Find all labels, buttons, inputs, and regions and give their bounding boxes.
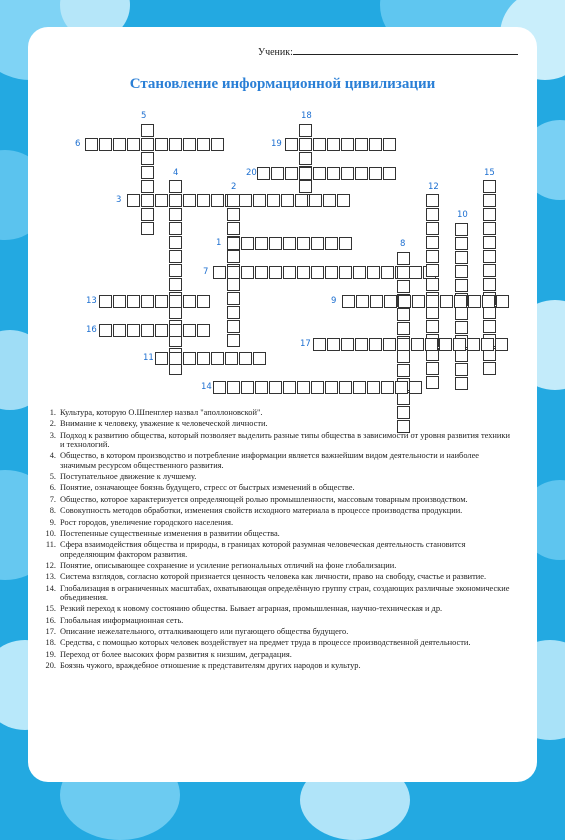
crossword-cell[interactable] bbox=[241, 381, 254, 394]
crossword-cell[interactable] bbox=[299, 180, 312, 193]
crossword-cell[interactable] bbox=[255, 266, 268, 279]
crossword-cell[interactable] bbox=[325, 237, 338, 250]
crossword-cell[interactable] bbox=[426, 295, 439, 308]
clue-text: Глобальная информационная сеть. bbox=[60, 615, 184, 625]
clue-item bbox=[40, 540, 510, 558]
student-label: Ученик: bbox=[258, 47, 293, 58]
crossword-cell[interactable] bbox=[169, 324, 182, 337]
crossword-cell[interactable] bbox=[311, 381, 324, 394]
crossword-cell[interactable] bbox=[409, 266, 422, 279]
crossword-cell[interactable] bbox=[113, 324, 126, 337]
clue-number: 10. bbox=[45, 528, 56, 538]
crossword-cell[interactable] bbox=[468, 295, 481, 308]
crossword-cell[interactable] bbox=[113, 295, 126, 308]
clue-number: 9. bbox=[49, 517, 56, 527]
crossword-cell[interactable] bbox=[169, 278, 182, 291]
crossword-cell[interactable] bbox=[267, 194, 280, 207]
crossword-cell[interactable] bbox=[341, 338, 354, 351]
crossword-cell[interactable] bbox=[313, 167, 326, 180]
clue-text: Переход от более высоких форм развития к низшим, деградация. bbox=[60, 649, 292, 659]
crossword-cell[interactable] bbox=[141, 222, 154, 235]
crossword-cell[interactable] bbox=[397, 308, 410, 321]
crossword-cell[interactable] bbox=[227, 320, 240, 333]
crossword-cell[interactable] bbox=[85, 138, 98, 151]
crossword-cell[interactable] bbox=[496, 295, 509, 308]
clue-number: 13. bbox=[45, 572, 56, 582]
crossword-cell[interactable] bbox=[283, 266, 296, 279]
clue-text: Резкий переход к новому состоянию общества. Бывает аграрная, промышленная, научно-техническая и др. bbox=[60, 604, 443, 614]
crossword-cell[interactable] bbox=[325, 266, 338, 279]
crossword-cell[interactable] bbox=[197, 138, 210, 151]
clue-item bbox=[40, 650, 510, 659]
crossword-cell[interactable] bbox=[297, 266, 310, 279]
crossword-cell[interactable] bbox=[227, 278, 240, 291]
crossword-cell[interactable] bbox=[440, 295, 453, 308]
crossword-cell[interactable] bbox=[169, 138, 182, 151]
crossword-cell[interactable] bbox=[483, 264, 496, 277]
clue-text: Рост городов, увеличение городского населения. bbox=[60, 517, 234, 527]
clue-item bbox=[40, 495, 510, 504]
clue-number-label: 13 bbox=[86, 296, 97, 306]
clue-number: 20. bbox=[45, 661, 56, 671]
crossword-cell[interactable] bbox=[155, 352, 168, 365]
clue-number: 11. bbox=[45, 540, 56, 550]
clue-number: 4. bbox=[49, 451, 56, 461]
crossword-cell[interactable] bbox=[311, 237, 324, 250]
crossword-cell[interactable] bbox=[169, 352, 182, 365]
clue-number-label: 12 bbox=[428, 182, 439, 192]
clue-text: Понятие, описывающее сохранение и усиление региональных отличий на фоне глобализации. bbox=[60, 560, 397, 570]
clue-number-label: 8 bbox=[400, 239, 406, 249]
crossword-cell[interactable] bbox=[169, 236, 182, 249]
crossword-cell[interactable] bbox=[183, 138, 196, 151]
crossword-cell[interactable] bbox=[483, 250, 496, 263]
crossword-cell[interactable] bbox=[495, 338, 508, 351]
clue-number-label: 5 bbox=[141, 111, 147, 121]
clue-text: Описание нежелательного, отталкивающего или пугающего общества будущего. bbox=[60, 627, 349, 637]
crossword-cell[interactable] bbox=[313, 138, 326, 151]
crossword-cell[interactable] bbox=[426, 278, 439, 291]
clue-number-label: 9 bbox=[331, 296, 337, 306]
crossword-cell[interactable] bbox=[141, 180, 154, 193]
clue-number: 6. bbox=[49, 483, 56, 493]
crossword-cell[interactable] bbox=[241, 266, 254, 279]
crossword-cell[interactable] bbox=[213, 266, 226, 279]
crossword-cell[interactable] bbox=[426, 376, 439, 389]
crossword-cell[interactable] bbox=[169, 295, 182, 308]
clue-number-label: 19 bbox=[271, 139, 282, 149]
crossword-cell[interactable] bbox=[99, 138, 112, 151]
crossword-cell[interactable] bbox=[269, 237, 282, 250]
crossword-cell[interactable] bbox=[383, 167, 396, 180]
crossword-cell[interactable] bbox=[483, 208, 496, 221]
clue-text: Понятие, означающее боязнь будущего, стресс от быстрых изменений в обществе. bbox=[60, 483, 355, 493]
crossword-cell[interactable] bbox=[253, 194, 266, 207]
clue-item bbox=[40, 431, 510, 449]
crossword-cell[interactable] bbox=[197, 194, 210, 207]
crossword-cell[interactable] bbox=[325, 381, 338, 394]
crossword-cell[interactable] bbox=[257, 167, 270, 180]
crossword-cell[interactable] bbox=[383, 338, 396, 351]
crossword-cell[interactable] bbox=[141, 124, 154, 137]
crossword-cell[interactable] bbox=[397, 338, 410, 351]
clue-number-label: 14 bbox=[201, 382, 212, 392]
crossword-cell[interactable] bbox=[483, 194, 496, 207]
crossword-cell[interactable] bbox=[426, 236, 439, 249]
crossword-cell[interactable] bbox=[483, 236, 496, 249]
clue-number: 3. bbox=[49, 430, 56, 440]
crossword-cell[interactable] bbox=[127, 295, 140, 308]
crossword-cell[interactable] bbox=[397, 364, 410, 377]
crossword-cell[interactable] bbox=[425, 338, 438, 351]
crossword-cell[interactable] bbox=[482, 295, 495, 308]
clue-item bbox=[40, 472, 510, 481]
crossword-cell[interactable] bbox=[113, 138, 126, 151]
crossword-cell[interactable] bbox=[227, 266, 240, 279]
crossword-cell[interactable] bbox=[297, 381, 310, 394]
crossword-cell[interactable] bbox=[483, 362, 496, 375]
crossword-cell[interactable] bbox=[367, 381, 380, 394]
clue-number-label: 18 bbox=[301, 111, 312, 121]
crossword-cell[interactable] bbox=[225, 352, 238, 365]
crossword-cell[interactable] bbox=[467, 338, 480, 351]
clue-number: 16. bbox=[45, 615, 56, 625]
crossword-cell[interactable] bbox=[397, 350, 410, 363]
crossword-cell[interactable] bbox=[297, 237, 310, 250]
crossword-cell[interactable] bbox=[227, 208, 240, 221]
crossword-cell[interactable] bbox=[426, 194, 439, 207]
clue-number: 19. bbox=[45, 649, 56, 659]
crossword-cell[interactable] bbox=[455, 223, 468, 236]
clue-text: Сфера взаимодействия общества и природы, в границах которой разумная человеческая деятельность становится определяющим фактором развития. bbox=[60, 540, 466, 559]
crossword-cell[interactable] bbox=[426, 264, 439, 277]
clue-number: 7. bbox=[49, 494, 56, 504]
clue-number: 1. bbox=[49, 408, 56, 417]
clue-item bbox=[40, 584, 510, 602]
crossword-cell[interactable] bbox=[197, 352, 210, 365]
crossword-cell[interactable] bbox=[183, 352, 196, 365]
crossword-cell[interactable] bbox=[299, 138, 312, 151]
crossword-cell[interactable] bbox=[155, 194, 168, 207]
clue-item bbox=[40, 604, 510, 613]
clue-item bbox=[40, 561, 510, 570]
crossword-cell[interactable] bbox=[383, 138, 396, 151]
page-title: Становление информационной цивилизации bbox=[129, 76, 436, 92]
crossword-cell[interactable] bbox=[127, 194, 140, 207]
crossword-cell[interactable] bbox=[370, 295, 383, 308]
crossword-cell[interactable] bbox=[285, 138, 298, 151]
crossword-cell[interactable] bbox=[271, 167, 284, 180]
crossword-cell[interactable] bbox=[227, 194, 240, 207]
clue-number: 14. bbox=[45, 583, 56, 593]
crossword-cell[interactable] bbox=[213, 381, 226, 394]
clue-item bbox=[40, 408, 510, 417]
clue-number-label: 10 bbox=[457, 210, 468, 220]
crossword-cell[interactable] bbox=[281, 194, 294, 207]
crossword-cell[interactable] bbox=[339, 266, 352, 279]
clue-text: Система взглядов, согласно которой признается ценность человека как личности, право на свободу, счастье и развитие. bbox=[60, 572, 487, 582]
crossword-cell[interactable] bbox=[426, 250, 439, 263]
crossword-cell[interactable] bbox=[455, 237, 468, 250]
crossword-cell[interactable] bbox=[369, 338, 382, 351]
clue-number-label: 1 bbox=[216, 238, 222, 248]
clue-number: 2. bbox=[49, 419, 56, 429]
crossword-cell[interactable] bbox=[327, 167, 340, 180]
crossword-cell[interactable] bbox=[455, 279, 468, 292]
clue-text: Культура, которую О.Шпенглер назвал "аполлоновской". bbox=[60, 408, 263, 417]
crossword-cell[interactable] bbox=[426, 208, 439, 221]
clue-number: 12. bbox=[45, 560, 56, 570]
crossword-cell[interactable] bbox=[299, 167, 312, 180]
crossword-cell[interactable] bbox=[411, 338, 424, 351]
clue-list bbox=[40, 408, 510, 673]
crossword-cell[interactable] bbox=[127, 138, 140, 151]
crossword-cell[interactable] bbox=[255, 381, 268, 394]
clue-number: 5. bbox=[49, 471, 56, 481]
clue-text: Постепенные существенные изменения в развитии общества. bbox=[60, 528, 280, 538]
crossword-cell[interactable] bbox=[141, 166, 154, 179]
crossword-cell[interactable] bbox=[183, 194, 196, 207]
crossword-cell[interactable] bbox=[311, 266, 324, 279]
clue-number-label: 20 bbox=[246, 168, 257, 178]
clue-text: Средства, с помощью которых человек воздействует на предмет труда в процессе производственной деятельности. bbox=[60, 638, 471, 648]
crossword-cell[interactable] bbox=[99, 295, 112, 308]
clue-item bbox=[40, 506, 510, 515]
crossword-cell[interactable] bbox=[323, 194, 336, 207]
crossword-cell[interactable] bbox=[355, 167, 368, 180]
crossword-cell[interactable] bbox=[169, 180, 182, 193]
crossword-cell[interactable] bbox=[99, 324, 112, 337]
clue-text: Боязнь чужого, враждебное отношение к представителям других народов и культур. bbox=[60, 661, 361, 671]
crossword-cell[interactable] bbox=[327, 338, 340, 351]
crossword-cell[interactable] bbox=[342, 295, 355, 308]
crossword-cell[interactable] bbox=[253, 352, 266, 365]
crossword-cell[interactable] bbox=[397, 280, 410, 293]
clue-number-label: 3 bbox=[116, 195, 122, 205]
crossword-cell[interactable] bbox=[455, 307, 468, 320]
clue-number-label: 6 bbox=[75, 139, 81, 149]
crossword-cell[interactable] bbox=[227, 381, 240, 394]
clue-number-label: 16 bbox=[86, 325, 97, 335]
clue-item bbox=[40, 451, 510, 469]
crossword-cell[interactable] bbox=[481, 338, 494, 351]
crossword-cell[interactable] bbox=[141, 324, 154, 337]
crossword-cell[interactable] bbox=[355, 138, 368, 151]
clue-number: 18. bbox=[45, 638, 56, 648]
clue-item bbox=[40, 518, 510, 527]
crossword-cell[interactable] bbox=[397, 266, 410, 279]
crossword-cell[interactable] bbox=[398, 295, 411, 308]
crossword-cell[interactable] bbox=[211, 138, 224, 151]
crossword-cell[interactable] bbox=[397, 252, 410, 265]
crossword-cell[interactable] bbox=[227, 222, 240, 235]
crossword-cell[interactable] bbox=[384, 295, 397, 308]
crossword-cell[interactable] bbox=[169, 194, 182, 207]
crossword-cell[interactable] bbox=[197, 295, 210, 308]
clue-number: 15. bbox=[45, 604, 56, 614]
clue-number: 17. bbox=[45, 627, 56, 637]
crossword-cell[interactable] bbox=[255, 237, 268, 250]
crossword-cell[interactable] bbox=[239, 352, 252, 365]
crossword-cell[interactable] bbox=[483, 278, 496, 291]
crossword-cell[interactable] bbox=[353, 381, 366, 394]
crossword-cell[interactable] bbox=[355, 338, 368, 351]
crossword-cell[interactable] bbox=[227, 306, 240, 319]
crossword-cell[interactable] bbox=[453, 338, 466, 351]
crossword-cell[interactable] bbox=[141, 152, 154, 165]
crossword-cell[interactable] bbox=[426, 362, 439, 375]
clue-text: Совокупность методов обработки, изменения свойств исходного материала в процессе производства продукции. bbox=[60, 506, 463, 516]
crossword-cell[interactable] bbox=[269, 381, 282, 394]
clue-number-label: 7 bbox=[203, 267, 209, 277]
crossword-cell[interactable] bbox=[327, 138, 340, 151]
crossword-cell[interactable] bbox=[483, 320, 496, 333]
crossword-cell[interactable] bbox=[241, 237, 254, 250]
clue-number: 8. bbox=[49, 506, 56, 516]
crossword-cell[interactable] bbox=[141, 138, 154, 151]
crossword-cell[interactable] bbox=[141, 194, 154, 207]
crossword-cell[interactable] bbox=[356, 295, 369, 308]
crossword-cell[interactable] bbox=[381, 266, 394, 279]
crossword-cell[interactable] bbox=[339, 381, 352, 394]
crossword-cell[interactable] bbox=[455, 265, 468, 278]
crossword-cell[interactable] bbox=[155, 324, 168, 337]
clue-text: Подход к развитию общества, который позволяет выделить разные типы общества в зависимости от уровня развития техники и технологий. bbox=[60, 430, 510, 449]
clue-item bbox=[40, 627, 510, 636]
crossword-grid bbox=[28, 27, 537, 407]
crossword-cell[interactable] bbox=[339, 237, 352, 250]
crossword-cell[interactable] bbox=[455, 363, 468, 376]
crossword-cell[interactable] bbox=[397, 322, 410, 335]
crossword-cell[interactable] bbox=[155, 295, 168, 308]
crossword-cell[interactable] bbox=[283, 381, 296, 394]
clue-text: Поступательное движение к лучшему. bbox=[60, 471, 197, 481]
crossword-cell[interactable] bbox=[299, 152, 312, 165]
crossword-cell[interactable] bbox=[269, 266, 282, 279]
crossword-cell[interactable] bbox=[141, 208, 154, 221]
crossword-cell[interactable] bbox=[369, 138, 382, 151]
crossword-cell[interactable] bbox=[341, 138, 354, 151]
crossword-cell[interactable] bbox=[426, 320, 439, 333]
crossword-cell[interactable] bbox=[169, 208, 182, 221]
clue-text: Общество, в котором производство и потребление информации является важнейшим видом деятельности и наиболее значимым ресурсом общественного развития. bbox=[60, 451, 480, 470]
crossword-cell[interactable] bbox=[227, 250, 240, 263]
crossword-cell[interactable] bbox=[395, 381, 408, 394]
crossword-cell[interactable] bbox=[211, 352, 224, 365]
crossword-cell[interactable] bbox=[283, 237, 296, 250]
crossword-cell[interactable] bbox=[337, 194, 350, 207]
crossword-cell[interactable] bbox=[183, 295, 196, 308]
clue-text: Общество, которое характеризуется определяющей ролью промышленности, массовым товарным производством. bbox=[60, 494, 468, 504]
clue-item bbox=[40, 638, 510, 647]
crossword-cell[interactable] bbox=[155, 138, 168, 151]
crossword-cell[interactable] bbox=[369, 167, 382, 180]
crossword-cell[interactable] bbox=[239, 194, 252, 207]
crossword-cell[interactable] bbox=[295, 194, 308, 207]
crossword-cell[interactable] bbox=[353, 266, 366, 279]
crossword-cell[interactable] bbox=[169, 250, 182, 263]
clue-number-label: 4 bbox=[173, 168, 179, 178]
crossword-cell[interactable] bbox=[227, 237, 240, 250]
crossword-cell[interactable] bbox=[381, 381, 394, 394]
crossword-cell[interactable] bbox=[341, 167, 354, 180]
clue-item bbox=[40, 529, 510, 538]
worksheet bbox=[28, 27, 537, 782]
crossword-cell[interactable] bbox=[309, 194, 322, 207]
clue-item bbox=[40, 572, 510, 581]
clue-number-label: 2 bbox=[231, 182, 237, 192]
crossword-cell[interactable] bbox=[367, 266, 380, 279]
clue-item bbox=[40, 483, 510, 492]
clue-number-label: 17 bbox=[300, 339, 311, 349]
crossword-cell[interactable] bbox=[483, 222, 496, 235]
crossword-cell[interactable] bbox=[227, 292, 240, 305]
clue-item bbox=[40, 419, 510, 428]
crossword-cell[interactable] bbox=[439, 338, 452, 351]
clue-number-label: 15 bbox=[484, 168, 495, 178]
crossword-cell[interactable] bbox=[483, 180, 496, 193]
crossword-cell[interactable] bbox=[169, 222, 182, 235]
crossword-cell[interactable] bbox=[141, 295, 154, 308]
crossword-cell[interactable] bbox=[313, 338, 326, 351]
crossword-cell[interactable] bbox=[455, 321, 468, 334]
clue-number-label: 11 bbox=[143, 353, 154, 363]
crossword-cell[interactable] bbox=[426, 222, 439, 235]
crossword-cell[interactable] bbox=[285, 167, 298, 180]
crossword-cell[interactable] bbox=[197, 324, 210, 337]
clue-item bbox=[40, 661, 510, 670]
crossword-cell[interactable] bbox=[169, 264, 182, 277]
crossword-cell[interactable] bbox=[455, 377, 468, 390]
crossword-cell[interactable] bbox=[211, 194, 224, 207]
crossword-cell[interactable] bbox=[455, 251, 468, 264]
crossword-cell[interactable] bbox=[454, 295, 467, 308]
clue-text: Глобализация в ограниченных масштабах, охватывающая определённую группу стран, создающих различные экономические объединения. bbox=[60, 583, 510, 602]
crossword-cell[interactable] bbox=[183, 324, 196, 337]
crossword-cell[interactable] bbox=[412, 295, 425, 308]
clue-item bbox=[40, 616, 510, 625]
crossword-cell[interactable] bbox=[299, 124, 312, 137]
crossword-cell[interactable] bbox=[227, 334, 240, 347]
clue-text: Внимание к человеку, уважение к человеческой личности. bbox=[60, 419, 268, 429]
crossword-cell[interactable] bbox=[127, 324, 140, 337]
crossword-cell[interactable] bbox=[409, 381, 422, 394]
